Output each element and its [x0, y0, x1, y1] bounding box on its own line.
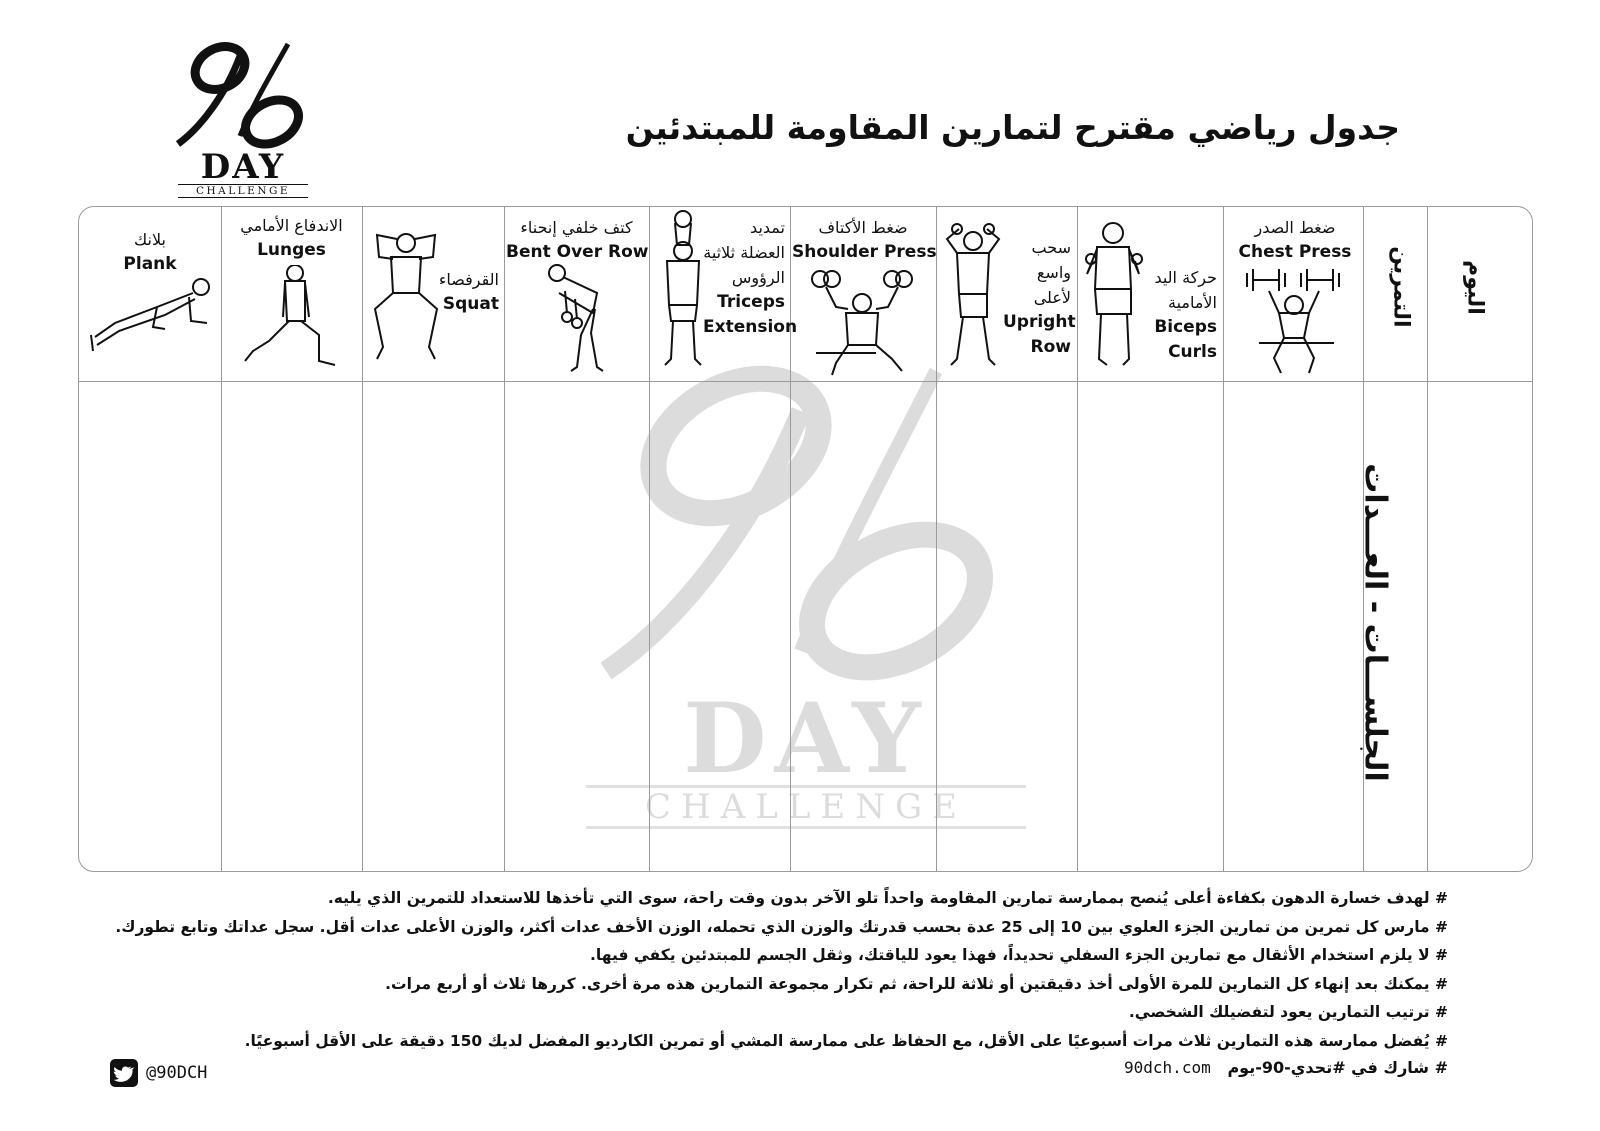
lunges-en: Lunges	[257, 240, 326, 260]
note-item: # ترتيب التمارين يعود لتفضيلك الشخصي.	[1128, 1003, 1448, 1021]
note-item: # يمكنك بعد إنهاء كل التمارين للمرة الأولى أخذ دقيقتين أو ثلاثة للراحة، ثم تكرار مجموعة التمارين هذه مرة أخرى. كررها ثلاث أو أربع مرات.	[385, 974, 1448, 993]
website-link[interactable]: 90dch.com	[1124, 1058, 1211, 1077]
watermark-challenge-text: CHALLENGE	[586, 785, 1026, 829]
logo-challenge-text: CHALLENGE	[178, 184, 308, 198]
share-line	[860, 1058, 1448, 1077]
note-item: # لا يلزم استخدام الأثقال مع تمارين الجزء السفلي تحديداً، فهذا يعود للياقتك، وثقل الجسم للمبتدئين يكفي فيها.	[590, 946, 1448, 964]
triceps-extension-ar: تمديد العضلة ثلاثية الرؤوس	[703, 218, 785, 287]
triceps-extension-figure-icon	[655, 209, 711, 369]
plank-figure-icon	[85, 277, 215, 357]
column-header-biceps-curls	[1145, 265, 1217, 365]
bent-over-row-en: Bent Over Row	[506, 242, 649, 262]
shoulder-press-en: Shoulder Press	[792, 242, 937, 262]
triceps-extension-en: Triceps Extension	[703, 292, 798, 337]
squat-en: Squat	[442, 294, 499, 314]
lunges-ar: الاندفاع الأمامي	[240, 216, 343, 235]
chest-press-en: Chest Press	[1238, 242, 1352, 262]
grid-line	[1077, 207, 1078, 871]
chest-press-figure-icon	[1239, 263, 1349, 378]
workout-table	[78, 206, 1533, 872]
watermark-day-text: DAY	[683, 682, 929, 795]
upright-row-en: Upright Row	[1003, 312, 1076, 357]
plank-en: Plank	[123, 254, 177, 274]
grid-line	[1427, 207, 1428, 871]
logo-day-text: DAY	[200, 147, 286, 187]
shoulder-press-figure-icon	[806, 267, 918, 377]
twitter-icon	[110, 1059, 138, 1087]
logo	[170, 36, 320, 204]
social-handle[interactable]	[110, 1058, 207, 1088]
squat-ar: القرفصاء	[438, 270, 499, 289]
grid-line	[1223, 207, 1224, 871]
watermark-90-mark	[586, 351, 1026, 691]
upright-row-figure-icon	[941, 219, 1005, 369]
plank-ar: بلانك	[134, 230, 166, 249]
lunges-figure-icon	[239, 265, 343, 371]
note-item: # لهدف خسارة الدهون بكفاءة أعلى يُنصح بممارسة تمارين المقاومة واحداً تلو الآخر بدون وقت راحة، سوى التي تأخذها للاستعداد للتمرين الذي يليه.	[327, 889, 1448, 907]
column-header-shoulder-press	[792, 215, 937, 265]
grid-line	[936, 207, 937, 871]
shoulder-press-ar: ضغط الأكتاف	[818, 218, 908, 237]
grid-line	[221, 207, 222, 871]
column-header-triceps-extension	[703, 215, 798, 340]
exercise-header: التمرين	[1388, 246, 1414, 328]
column-header-upright-row	[1003, 235, 1076, 360]
logo-90-mark	[170, 36, 320, 154]
header-divider	[79, 381, 1532, 382]
note-item: # يُفضل ممارسة هذه التمارين ثلاث مرات أسبوعيًا على الأقل، مع الحفاظ على ممارسة المشي أو تمرين الكارديو المفضل لديك 150 دقيقة على الأقل أسبوعيًا.	[244, 1031, 1448, 1050]
day-header: اليوم	[1462, 260, 1488, 315]
sessions-reps-label: الجلســـات - العـــدات	[1357, 463, 1393, 782]
grid-line	[649, 207, 650, 871]
column-header-chest-press	[1235, 215, 1355, 265]
share-hashtag: # شارك في #تحدي-90-يوم	[1227, 1058, 1448, 1077]
grid-line	[790, 207, 791, 871]
squat-figure-icon	[367, 227, 445, 367]
notes-list	[115, 884, 1448, 1055]
note-item: # مارس كل تمرين من تمارين الجزء العلوي بين 10 إلى 25 عدة بحسب قدرتك والوزن الذي تحمله، الوزن الأخف عدات أكثر، والوزن الأعلى عدات أقل. سجل عداتك وتابع تطورك.	[115, 917, 1448, 936]
column-header-bent-over-row	[506, 215, 647, 265]
twitter-handle: @90DCH	[146, 1063, 208, 1083]
column-header-lunges	[223, 213, 360, 263]
bent-over-row-figure-icon	[541, 263, 611, 375]
grid-line	[504, 207, 505, 871]
grid-line	[362, 207, 363, 871]
biceps-curl-figure-icon	[1083, 219, 1145, 369]
biceps-curls-en: Biceps Curls	[1154, 317, 1217, 362]
page-title: جدول رياضي مقترح لتمارين المقاومة للمبتدئين	[625, 108, 1400, 147]
bent-over-row-ar: كتف خلفي إنحناء	[520, 218, 633, 237]
upright-row-ar: سحب واسع لأعلى	[1031, 238, 1071, 307]
biceps-curls-ar: حركة اليد الأمامية	[1154, 268, 1217, 312]
chest-press-ar: ضغط الصدر	[1254, 218, 1336, 237]
watermark-logo	[586, 351, 1026, 831]
column-header-plank	[81, 227, 219, 277]
